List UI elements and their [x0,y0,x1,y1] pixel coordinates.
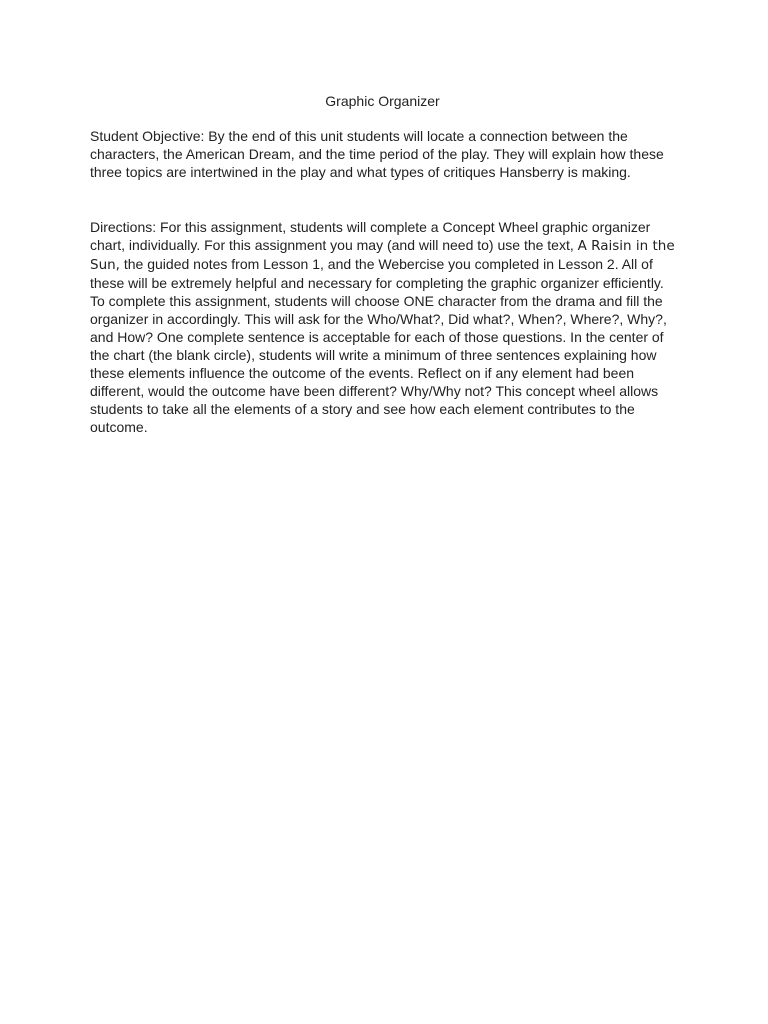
paragraph-spacer [90,181,675,218]
directions-label: Directions: [90,219,157,235]
objective-label: Student Objective: [90,128,205,144]
work-title: A Raisin in the Sun, [90,238,675,273]
directions-paragraph [90,218,675,436]
objective-paragraph [90,127,675,181]
directions-text-part1: For this assignment, students will complete a Concept Wheel graphic organizer chart, individually. For this assignment you may (and will need to) use the text, [90,219,651,253]
directions-text-part2: the guided notes from Lesson 1, and the Webercise you completed in Lesson 2. All of these will be extremely helpful and necessary for completing the graphic organizer efficiently. To complete this assignment, students will choose ONE character from the drama and fill the organizer in accordingly. This will ask for the Who/What?, Did what?, When?, Where?, Why?, and How? One complete sentence is acceptable for each of those questions. In the center of the chart (the blank circle), students will write a minimum of three sentences explaining how these elements influence the outcome of the events. Reflect on if any element had been different, would the outcome have been different? Why/Why not? This concept wheel allows students to take all the elements of a story and see how each element contributes to the outcome. [90,256,667,435]
objective-text: By the end of this unit students will locate a connection between the characters, the American Dream, and the time period of the play. They will explain how these three topics are intertwined in the play and what types of critiques Hansberry is making. [90,128,664,180]
document-title: Graphic Organizer [325,93,440,109]
document-body [90,92,675,436]
